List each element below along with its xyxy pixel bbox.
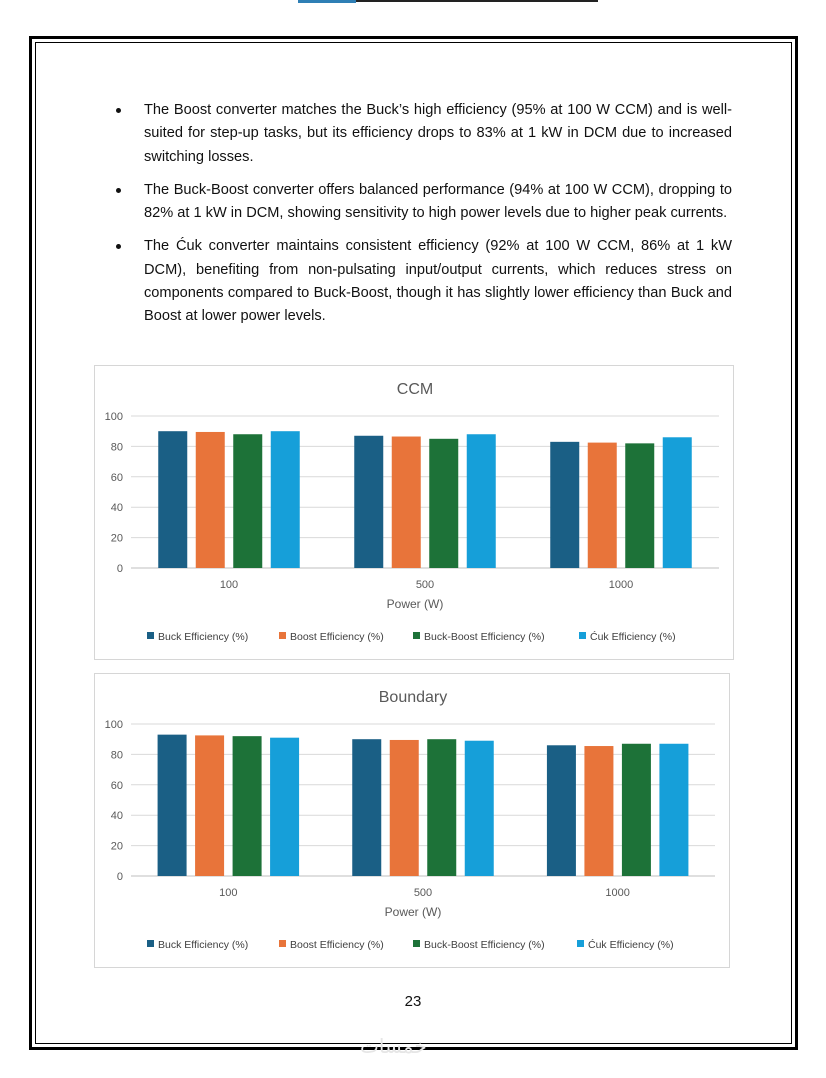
bar <box>271 431 300 568</box>
bar <box>659 744 688 876</box>
legend-label: Buck-Boost Efficiency (%) <box>424 939 545 951</box>
legend-label: Boost Efficiency (%) <box>290 939 384 951</box>
chart-ccm <box>94 365 734 660</box>
bar <box>547 745 576 876</box>
y-tick-label: 0 <box>116 871 123 883</box>
y-tick-label: 80 <box>110 441 123 454</box>
header-rule-accent <box>298 0 356 3</box>
bar <box>158 431 187 568</box>
y-tick-label: 100 <box>104 719 123 731</box>
bar <box>467 434 496 568</box>
bar <box>588 443 617 568</box>
legend-label: Buck-Boost Efficiency (%) <box>424 631 545 643</box>
bullet-text: The Ćuk converter maintains consistent efficiency (92% at 100 W CCM, 86% at 1 kW DCM), benefiting from non-pulsating input/output currents, which reduces stress on components compared to Buck-Boost, though it has slightly lower efficiency than Buck and Boost at lower power levels. <box>144 238 732 325</box>
bar <box>584 746 613 876</box>
legend-label: Buck Efficiency (%) <box>158 631 249 643</box>
bar <box>625 443 654 568</box>
y-tick-label: 60 <box>110 471 123 484</box>
bullet-dot <box>116 244 121 249</box>
y-tick-label: 40 <box>110 502 123 515</box>
y-tick-label: 80 <box>110 749 123 762</box>
legend-swatch <box>147 632 154 639</box>
x-tick-label: 100 <box>219 579 239 591</box>
y-tick-label: 100 <box>104 411 123 423</box>
bar <box>352 739 381 876</box>
bullet-dot <box>116 108 121 113</box>
bullet-text: The Boost converter matches the Buck’s high efficiency (95% at 100 W CCM) and is well-suited for step-up tasks, but its efficiency drops to 83% at 1 kW in DCM due to increased switching losses. <box>144 102 732 165</box>
x-tick-label: 500 <box>413 887 433 899</box>
x-axis-label: Power (W) <box>386 597 444 611</box>
legend-swatch <box>147 940 154 947</box>
legend-label: Boost Efficiency (%) <box>290 631 384 643</box>
bar <box>233 434 262 568</box>
legend-label: Buck Efficiency (%) <box>158 939 249 951</box>
x-tick-label: 500 <box>415 579 435 591</box>
bullet-list <box>116 99 732 339</box>
legend-swatch <box>279 940 286 947</box>
bullet-text: The Buck-Boost converter offers balanced performance (94% at 100 W CCM), dropping to 82% at 1 kW in DCM, showing sensitivity to high power levels due to higher peak currents. <box>144 181 732 222</box>
bar <box>195 735 224 876</box>
watermark-logo: خمسات <box>360 1034 427 1058</box>
bar <box>550 442 579 568</box>
x-axis-label: Power (W) <box>384 905 442 919</box>
bar <box>622 744 651 876</box>
legend-swatch <box>579 632 586 639</box>
page-number: 23 <box>404 993 422 1010</box>
y-tick-label: 40 <box>110 810 123 823</box>
chart-boundary <box>94 673 730 968</box>
bullet-item-cuk <box>116 235 732 328</box>
y-tick-label: 0 <box>116 563 123 575</box>
bar <box>392 437 421 568</box>
bar <box>429 439 458 568</box>
chart-svg <box>95 366 735 661</box>
chart-title: Boundary <box>378 689 448 706</box>
legend-swatch <box>413 940 420 947</box>
bar <box>354 436 383 568</box>
legend-swatch <box>279 632 286 639</box>
x-tick-label: 1000 <box>608 579 634 591</box>
bar <box>270 738 299 876</box>
y-tick-label: 20 <box>110 840 123 853</box>
legend-label: Ćuk Efficiency (%) <box>588 939 674 951</box>
legend-swatch <box>413 632 420 639</box>
x-tick-label: 100 <box>219 887 238 899</box>
bar <box>233 736 262 876</box>
x-tick-label: 1000 <box>605 887 630 899</box>
legend-label: Ćuk Efficiency (%) <box>590 631 676 643</box>
chart-title: CCM <box>396 381 434 398</box>
bullet-dot <box>116 188 121 193</box>
bar <box>465 741 494 876</box>
bar <box>663 437 692 568</box>
bar <box>158 735 187 876</box>
bar <box>196 432 225 568</box>
bar <box>390 740 419 876</box>
y-tick-label: 60 <box>110 779 123 792</box>
y-tick-label: 20 <box>110 532 123 545</box>
bar <box>427 739 456 876</box>
legend-swatch <box>577 940 584 947</box>
chart-svg <box>95 674 731 969</box>
bullet-item-boost <box>116 99 732 169</box>
bullet-item-buck-boost <box>116 179 732 226</box>
